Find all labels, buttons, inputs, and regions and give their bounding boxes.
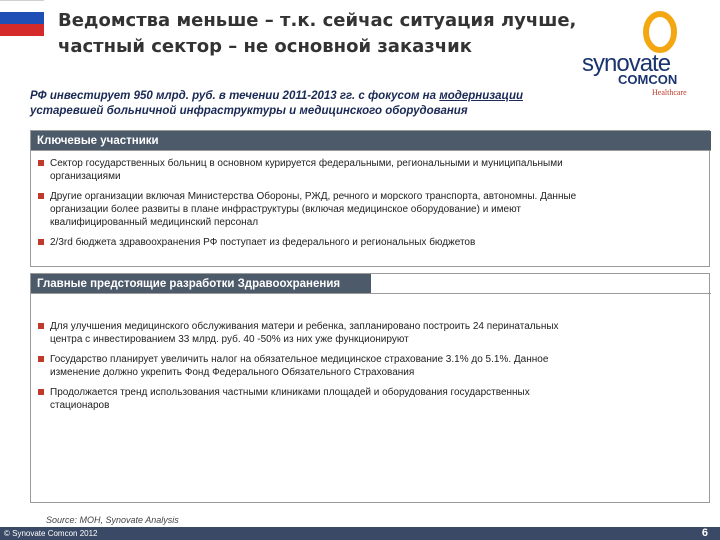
bullet-icon <box>38 160 44 166</box>
list-item-text: изменение должно укрепить Фонд Федерального Обязательного Страхования <box>50 367 415 378</box>
title-line-1: Ведомства меньше – т.к. сейчас ситуация лучше, <box>58 10 577 31</box>
list-item <box>37 386 699 412</box>
russian-flag-icon <box>0 0 44 36</box>
list-item <box>37 236 699 249</box>
page-number: 6 <box>701 527 708 539</box>
intro-underlined-word: модернизации <box>439 90 523 102</box>
list-item-text: стационаров <box>50 400 110 411</box>
list-item-text: квалифицированный медицинский персонал <box>50 217 259 228</box>
bullet-icon <box>38 239 44 245</box>
source-note: Source: MOH, Synovate Analysis <box>46 515 179 525</box>
synovate-comcon-logo <box>580 10 700 100</box>
list-item <box>37 157 699 183</box>
list-item-text: организациями <box>50 171 121 182</box>
intro-line-1 <box>30 89 630 104</box>
logo-brand-text: synovate <box>582 50 671 77</box>
footer-bar <box>0 527 720 540</box>
list-item <box>37 190 699 229</box>
logo-sub-text: COMCON <box>618 72 678 87</box>
section-heading: Ключевые участники <box>31 131 711 151</box>
slide-title <box>58 8 598 60</box>
synovate-swirl-icon <box>638 10 688 54</box>
bullet-icon <box>38 193 44 199</box>
list-item-text: Сектор государственных больниц в основном курируется федеральными, региональными и муниципальными <box>50 158 563 169</box>
title-line-2: частный сектор – не основной заказчик <box>58 36 472 57</box>
list-item-text: Государство планирует увеличить налог на обязательное медицинское страхование 3.1% до 5.1%. Данное <box>50 354 549 365</box>
intro-statement <box>30 89 630 119</box>
list-item-text: организации более развиты в плане инфраструктуры (включая медицинское оборудование) и имеют <box>50 204 521 215</box>
section-body <box>31 151 709 249</box>
logo-division-text: Healthcare <box>652 88 687 97</box>
section-heading: Главные предстоящие разработки Здравоохранения <box>31 274 371 294</box>
bullet-icon <box>38 389 44 395</box>
upcoming-developments-section <box>30 273 710 503</box>
intro-line-2: устаревшей больничной инфраструктуры и медицинского оборудования <box>30 105 468 117</box>
list-item-text: Продолжается тренд использования частными клиниками площадей и оборудования государственных <box>50 387 530 398</box>
list-item <box>37 353 699 379</box>
intro-line-1-text: РФ инвестирует 950 млрд. руб. в течении 2011-2013 гг. с фокусом на <box>30 90 440 102</box>
bullet-icon <box>38 356 44 362</box>
section-body <box>31 294 709 412</box>
list-item-text: центра с инвестированием 33 млрд. руб. 40 -50% из них уже функционируют <box>50 334 409 345</box>
list-item <box>37 320 699 346</box>
bullet-icon <box>38 323 44 329</box>
list-item-text: Для улучшения медицинского обслуживания матери и ребенка, запланировано построить 24 перинатальных <box>50 321 559 332</box>
list-item-text: 2/3rd бюджета здравоохранения РФ поступает из федерального и региональных бюджетов <box>50 237 476 248</box>
copyright-text: © Synovate Comcon 2012 <box>4 529 98 538</box>
key-participants-section <box>30 130 710 267</box>
list-item-text: Другие организации включая Министерства Обороны, РЖД, речного и морского транспорта, автономны. Данные <box>50 191 577 202</box>
